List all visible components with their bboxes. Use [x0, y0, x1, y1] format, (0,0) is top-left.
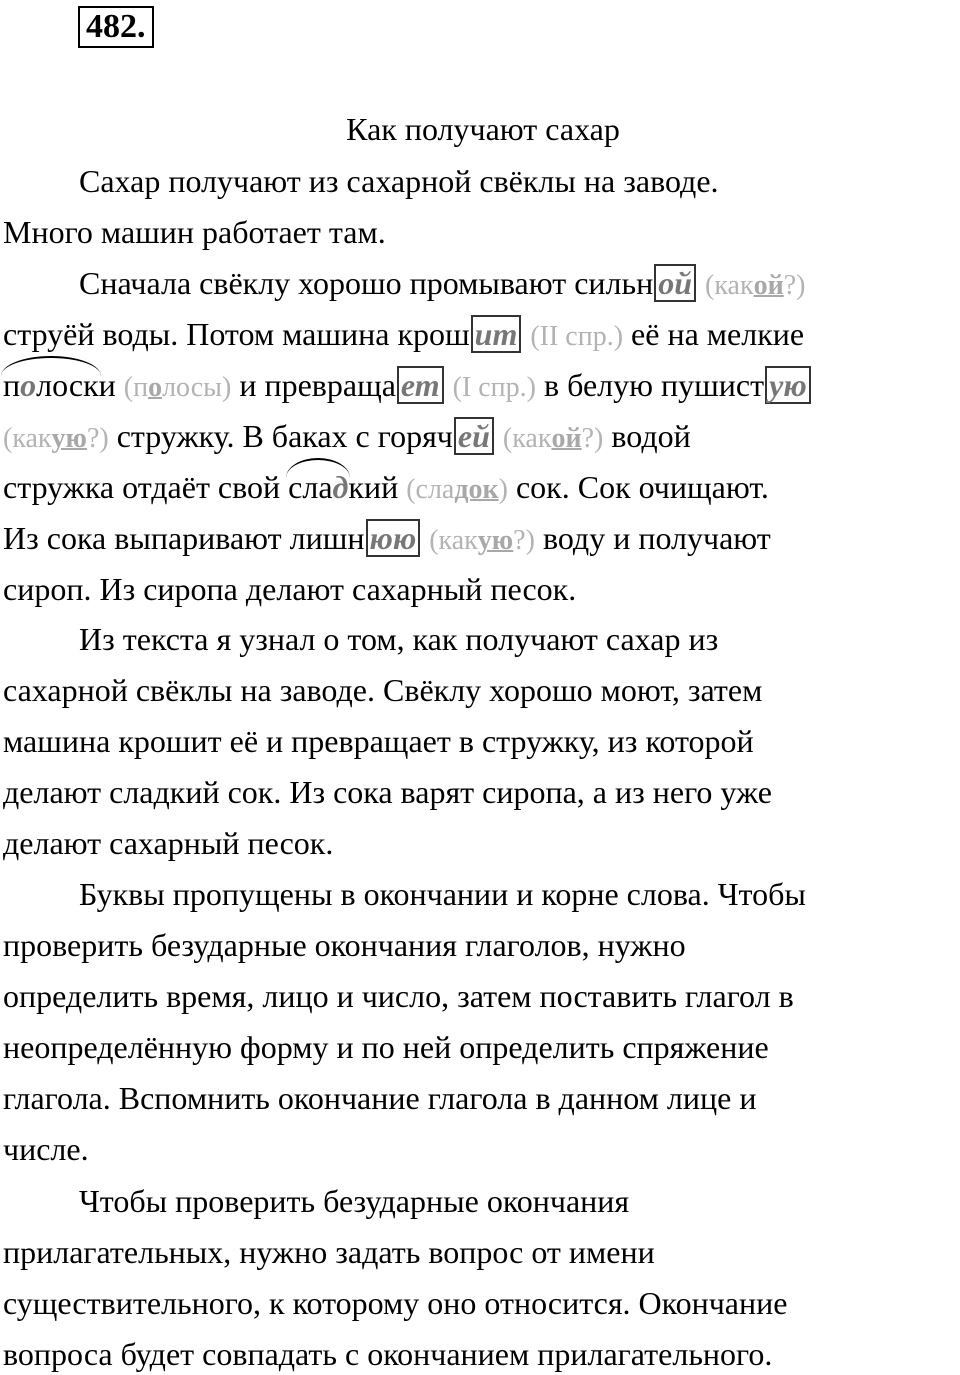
text-line [79, 262, 805, 307]
hint-underlined: ую [477, 525, 514, 556]
task-number: 482. [78, 6, 154, 48]
text-span: Сахар получают из сахарной свёклы на заводе. [79, 163, 719, 199]
ending-box: ит [471, 315, 522, 353]
text-span: кий [348, 469, 399, 505]
root-part: п [3, 367, 21, 403]
hint-part: ) [498, 474, 508, 505]
check-hint [503, 423, 603, 454]
hint-part: (как [3, 423, 52, 454]
root-mark [3, 364, 99, 406]
hint-underlined: док [454, 474, 499, 505]
text-line [3, 211, 386, 253]
check-hint [124, 372, 232, 403]
text-line: Буквы пропущены в окончании и корне слова. Чтобы [79, 876, 806, 912]
text-span: и превраща [231, 367, 396, 403]
document-title: Как получают сахар [346, 111, 620, 147]
text-line: машина крошит её и превращает в стружку, из которой [3, 723, 754, 759]
text-span: в белую пушист [535, 367, 765, 403]
hint-part: ?) [86, 423, 109, 454]
hint-part: (как [502, 423, 552, 454]
text-span: и [98, 367, 116, 403]
text-span: струёй воды. Потом машина крош [3, 316, 470, 352]
text-line: числе. [3, 1131, 89, 1167]
text-line: проверить безударные окончания глаголов, нужно [3, 927, 686, 963]
text-line [3, 313, 804, 358]
text-line: Из текста я узнал о том, как получают сахар из [79, 621, 719, 657]
text-line: делают сахарный песок. [3, 825, 334, 861]
text-line [3, 466, 769, 511]
root-part: лоск [36, 367, 99, 403]
check-hint [429, 525, 535, 556]
conjugation-hint: (I спр.) [452, 372, 536, 403]
text-line: делают сладкий сок. Из сока варят сиропа, а из него уже [3, 774, 772, 810]
ending-box: ет [397, 366, 444, 404]
ending-box: ей [454, 417, 494, 455]
hint-part: ?) [513, 525, 535, 556]
hint-part: ?) [783, 270, 806, 301]
hint-part: лосы) [162, 372, 232, 403]
check-hint [3, 423, 109, 454]
hint-part: ?) [581, 423, 604, 454]
hint-underlined: ой [551, 423, 582, 454]
text-span: воду и получают [534, 520, 771, 556]
missing-letter: д [332, 469, 349, 505]
conjugation-hint: (II спр.) [530, 321, 624, 352]
hint-part: (как [429, 525, 478, 556]
text-line: прилагательных, нужно задать вопрос от имени [3, 1234, 655, 1270]
text-line [3, 568, 576, 610]
missing-letter: о [20, 367, 37, 403]
ending-box: ую [765, 366, 811, 404]
text-line [3, 517, 771, 562]
check-hint [406, 474, 508, 505]
text-span: сироп. Из сиропа делают сахарный песок. [3, 571, 577, 607]
text-span: Сначала свёклу хорошо промывают сильн [79, 265, 654, 301]
text-line: определить время, лицо и число, затем поставить глагол в [3, 978, 794, 1014]
text-span: Много машин работает там. [3, 214, 386, 250]
text-line: сахарной свёклы на заводе. Свёклу хорошо моют, затем [3, 672, 763, 708]
hint-part: (п [123, 372, 149, 403]
hint-part: (сла [406, 474, 455, 505]
ending-box: ой [654, 264, 696, 302]
text-line [79, 160, 719, 202]
text-span: водой [603, 418, 691, 454]
text-line: неопределённую форму и по ней определить спряжение [3, 1029, 769, 1065]
hint-underlined: ую [51, 423, 87, 454]
root-mark [288, 466, 348, 508]
text-line: вопроса будет совпадать с окончанием прилагательного. [3, 1336, 773, 1372]
text-line: глагола. Вспомнить окончание глагола в данном лице и [3, 1080, 757, 1116]
text-span: сок. Сок очищают. [507, 469, 769, 505]
ending-box: юю [366, 519, 421, 557]
text-line [3, 364, 812, 409]
hint-part: (как [705, 270, 754, 301]
check-hint [705, 270, 805, 301]
text-line: существительного, к которому оно относится. Окончание [3, 1285, 788, 1321]
hint-underlined: о [148, 372, 163, 403]
root-part: сла [288, 469, 333, 505]
text-span: её на мелкие [623, 316, 805, 352]
text-span: Из сока выпаривают лишн [3, 520, 365, 556]
text-line [3, 415, 691, 460]
text-span: стружка отдаёт свой [3, 469, 289, 505]
text-line: Чтобы проверить безударные окончания [79, 1183, 630, 1219]
text-span: стружку. В баках с горяч [108, 418, 453, 454]
hint-underlined: ой [753, 270, 784, 301]
